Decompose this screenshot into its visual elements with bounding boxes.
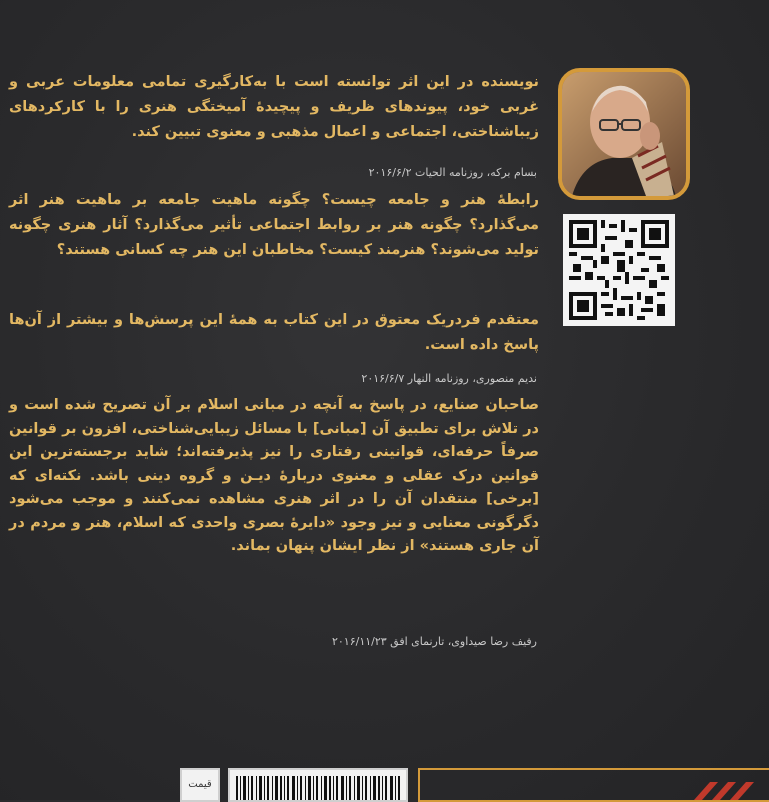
- barcode-image: [230, 770, 406, 800]
- review-paragraph-4: صاحبان صنایع، در پاسخ به آنچه در مبانی اسلام بر آن تصریح شده است و در تلاش برای تطبیق آن [مبانی] با مسائل زیبایی‌شناختی، افزون بر قوانین صرفاً حرفه‌ای، قوانینی رفتاری را نیز پذیرفته‌اند؛ شاید برجسته‌ترین این قوانین درک عقلی و معنوی دربارهٔ دیـن و گروه دینی باشد. نکته‌ای که [برخی] منتقدان آن را در اثر هنری مشاهده نمی‌کنند و موجب می‌شود دگرگونی معنایی و نیز وجود «دایرهٔ بصری واحدی که اسلام، هنر و مردم در آن جاری هستند» از نظر ایشان پنهان بماند.: [9, 397, 539, 554]
- qr-code[interactable]: [563, 214, 675, 326]
- review-source-3: رفیف رضا صیداوی، تارنمای افق ۲۰۱۶/۱۱/۲۳: [331, 635, 537, 648]
- review-source-1: بسام برکه، روزنامه الحیات ۲۰۱۶/۶/۲: [368, 166, 537, 179]
- price-label: قیمت: [188, 779, 212, 790]
- review-source-2: ندیم منصوری، روزنامه النهار ۲۰۱۶/۶/۷: [361, 372, 537, 385]
- author-photo: [558, 68, 690, 200]
- author-portrait-image: [562, 72, 686, 196]
- price-box: [180, 768, 220, 802]
- review-paragraph-1: نویسنده در این اثر توانسته است با به‌کارگیری تمامی معلومات عربی و غربی خود، پیوندهای ظریف و پیچیدهٔ آمیختگی هنری را با کارکردهای زیباشناختی، اجتماعی و اعمال مذهبی و معنوی تبیین کند.: [9, 74, 539, 140]
- barcode: [228, 768, 408, 802]
- qr-code-image: [569, 220, 669, 320]
- publisher-logo-icon: [690, 776, 760, 800]
- review-paragraph-2: رابطهٔ هنر و جامعه چیست؟ چگونه ماهیت جامعه بر ماهیت هنر اثر می‌گذارد؟ چگونه هنر بر روابط اجتماعی تأثیر می‌گذارد؟ آثار هنری چگونه تولید می‌شوند؟ هنرمند کیست؟ مخاطبان این هنر چه کسانی هستند؟: [9, 192, 539, 258]
- review-paragraph-3: معتقدم فردریک معتوق در این کتاب به همهٔ این پرسش‌ها و بیشتر از آن‌ها پاسخ داده است.: [9, 312, 539, 353]
